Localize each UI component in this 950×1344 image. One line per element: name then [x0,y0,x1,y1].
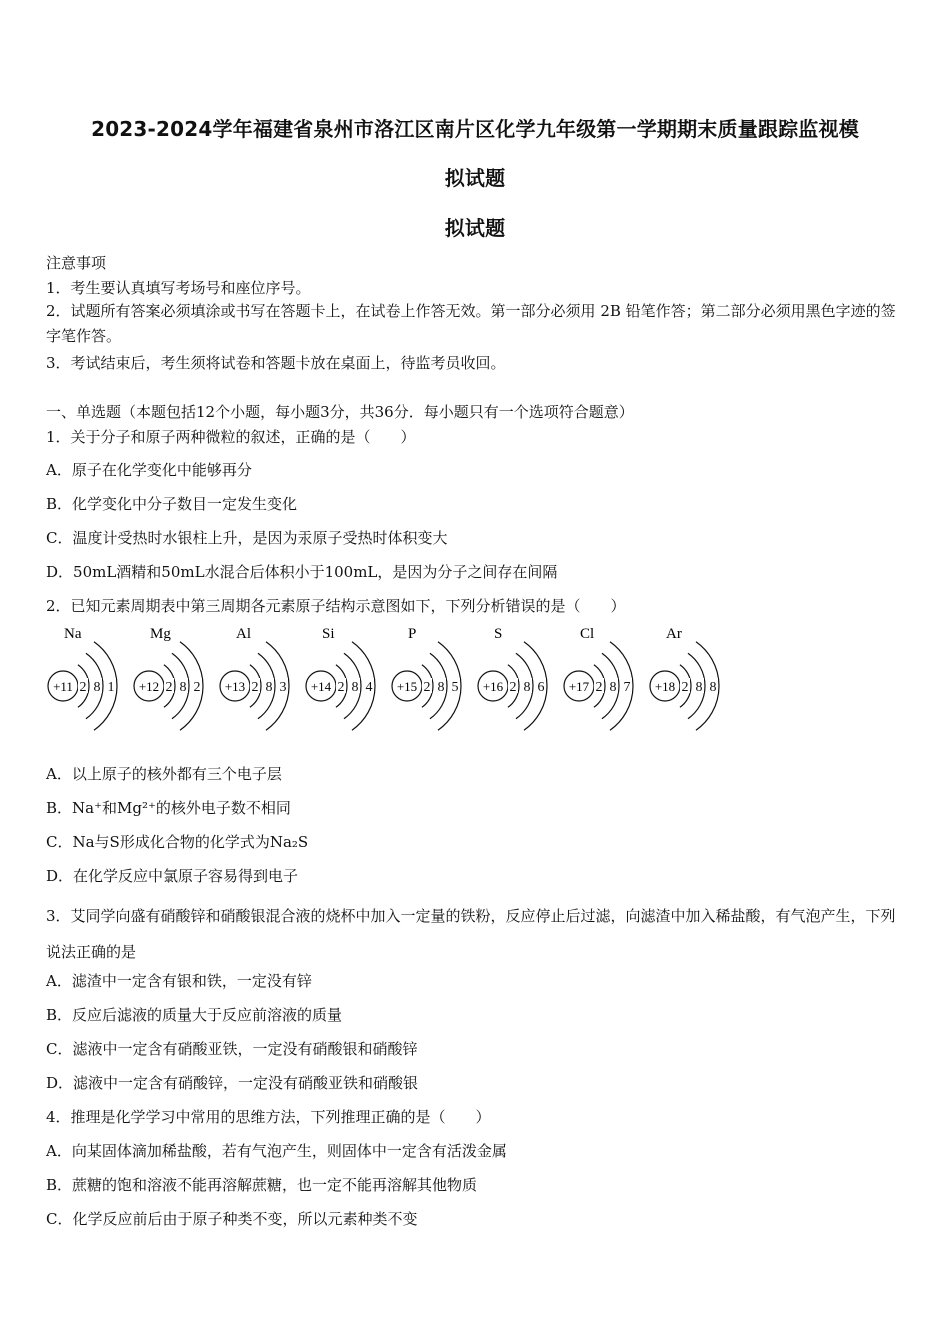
option-item: C．温度计受热时水银柱上升，是因为汞原子受热时体积变大 [46,529,448,547]
electron-count: 8 [709,680,717,695]
element-symbol: Si [322,626,335,642]
electron-count: 8 [695,680,703,695]
atom-structure-diagrams [44,622,744,742]
section-heading: 一、单选题（本题包括12个小题，每小题3分，共36分．每小题只有一个选项符合题意） [46,403,634,421]
option-item: C．滤液中一定含有硝酸亚铁，一定没有硝酸银和硝酸锌 [46,1040,418,1058]
atom-diagram-si [306,626,375,730]
electron-count: 2 [337,680,345,695]
electron-count: 8 [179,680,187,695]
atom-diagram-na [48,626,117,730]
electron-count: 6 [537,680,545,695]
element-symbol: Ar [666,626,682,642]
electron-count: 5 [451,680,459,695]
question-stem: 2．已知元素周期表中第三周期各元素原子结构示意图如下，下列分析错误的是（ ） [46,597,626,615]
electron-count: 8 [93,680,101,695]
electron-count: 2 [681,680,689,695]
nuclear-charge: +17 [568,679,590,694]
notice-item: 1．考生要认真填写考场号和座位序号。 [46,279,311,297]
nuclear-charge: +15 [396,679,418,694]
option-item: C．Na与S形成化合物的化学式为Na₂S [46,833,309,851]
option-item: B．Na⁺和Mg²⁺的核外电子数不相同 [46,799,291,817]
nuclear-charge: +12 [138,679,160,694]
atom-diagram-mg [134,626,203,730]
electron-count: 8 [437,680,445,695]
question-stem: 3．艾同学向盛有硝酸锌和硝酸银混合液的烧杯中加入一定量的铁粉，反应停止后过滤，向滤渣中加入稀盐酸，有气泡产生，下列说法正确的是 [46,907,896,961]
electron-count: 2 [165,680,173,695]
electron-count: 2 [251,680,259,695]
option-item: D．滤液中一定含有硝酸锌，一定没有硝酸亚铁和硝酸银 [46,1074,419,1092]
electron-count: 7 [623,680,631,695]
electron-count: 8 [265,680,273,695]
nuclear-charge: +13 [224,679,246,694]
element-symbol: S [494,626,503,642]
option-item: C．化学反应前后由于原子种类不变，所以元素种类不变 [46,1210,418,1228]
notice-item: 3．考试结束后，考生须将试卷和答题卡放在桌面上，待监考员收回。 [46,354,506,372]
electron-count: 1 [107,680,115,695]
electron-count: 8 [351,680,359,695]
nuclear-charge: +16 [482,679,504,694]
electron-count: 2 [509,680,517,695]
question-stem: 4．推理是化学学习中常用的思维方法，下列推理正确的是（ ） [46,1108,491,1126]
atom-diagram-s [478,626,547,730]
option-item: B．反应后滤液的质量大于反应前溶液的质量 [46,1006,343,1024]
electron-count: 2 [79,680,87,695]
electron-count: 3 [279,680,287,695]
element-symbol: Al [236,626,251,642]
option-item: D．50mL酒精和50mL水混合后体积小于100mL，是因为分子之间存在间隔 [46,563,558,581]
element-symbol: P [408,626,417,642]
page-title: 2023-2024学年福建省泉州市洛江区南片区化学九年级第一学期期末质量跟踪监视模 [91,117,859,141]
element-symbol: Mg [150,626,171,642]
notice-heading: 注意事项 [46,254,107,272]
atom-diagram-p [392,626,461,730]
option-item: A．原子在化学变化中能够再分 [46,461,252,479]
electron-count: 2 [193,680,201,695]
atom-diagram-cl [564,626,633,730]
nuclear-charge: +14 [310,679,332,694]
option-item: D．在化学反应中氯原子容易得到电子 [46,867,299,885]
electron-count: 2 [595,680,603,695]
option-item: B．蔗糖的饱和溶液不能再溶解蔗糖，也一定不能再溶解其他物质 [46,1176,478,1194]
option-item: A．滤渣中一定含有银和铁，一定没有锌 [46,972,312,990]
question-stem: 1．关于分子和原子两种微粒的叙述，正确的是（ ） [46,428,416,446]
element-symbol: Cl [580,626,595,642]
nuclear-charge: +18 [654,679,676,694]
option-item: A．以上原子的核外都有三个电子层 [46,765,282,783]
page-title-continued: 拟试题 [444,166,506,190]
atom-diagram-ar [650,626,719,730]
electron-count: 8 [523,680,531,695]
page-subtitle: 拟试题 [444,216,506,240]
electron-count: 2 [423,680,431,695]
electron-count: 8 [609,680,617,695]
nuclear-charge: +11 [53,679,73,694]
option-item: A．向某固体滴加稀盐酸，若有气泡产生，则固体中一定含有活泼金属 [46,1142,507,1160]
electron-count: 4 [365,680,373,695]
atom-diagram-al [220,626,289,730]
option-item: B．化学变化中分子数目一定发生变化 [46,495,298,513]
element-symbol: Na [64,626,82,642]
notice-item: 2．试题所有答案必须填涂或书写在答题卡上，在试卷上作答无效。第一部分必须用 2B 铅笔作答；第二部分必须用黑色字迹的签字笔作答。 [46,302,896,345]
